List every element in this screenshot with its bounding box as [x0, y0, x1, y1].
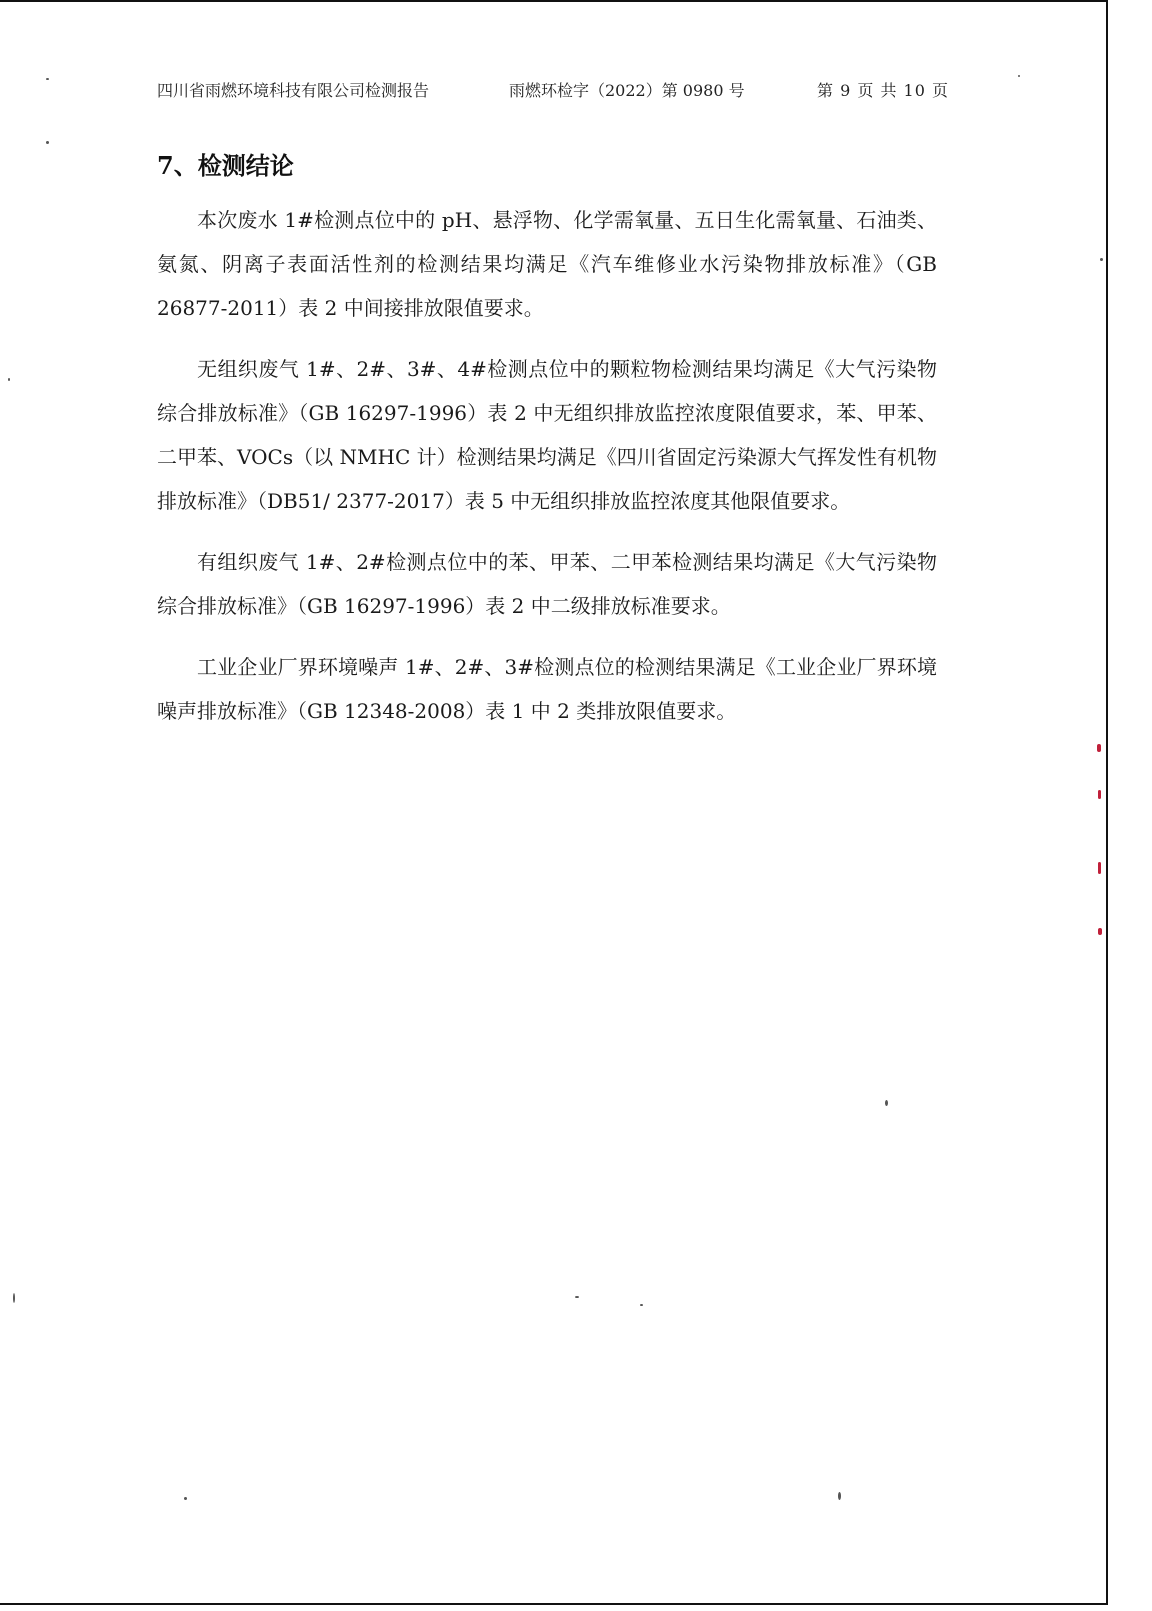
- header-company: 四川省雨燃环境科技有限公司检测报告: [157, 81, 430, 100]
- scan-speck: [885, 1100, 888, 1106]
- scan-speck: [838, 1492, 841, 1500]
- paragraph-organized-gas: 有组织废气 1#、2#检测点位中的苯、甲苯、二甲苯检测结果均满足《大气污染物综合排放标准》（GB 16297-1996）表 2 中二级排放标准要求。: [157, 550, 937, 618]
- stamp-edge-mark: [1098, 862, 1101, 874]
- stamp-edge-mark: [1098, 928, 1102, 935]
- header-report-number: 雨燃环检字（2022）第 0980 号: [509, 81, 745, 100]
- scan-speck: [46, 141, 49, 144]
- paragraph-noise: 工业企业厂界环境噪声 1#、2#、3#检测点位的检测结果满足《工业企业厂界环境噪声排放标准》（GB 12348-2008）表 1 中 2 类排放限值要求。: [157, 655, 937, 723]
- scan-speck: [46, 78, 49, 80]
- scan-speck: [1100, 258, 1103, 261]
- scan-speck: [1018, 75, 1020, 77]
- conclusion-body: [157, 198, 937, 750]
- stamp-edge-mark: [1098, 790, 1101, 799]
- scan-speck: [13, 1293, 15, 1303]
- page-header: [157, 78, 957, 102]
- scan-speck: [575, 1296, 579, 1298]
- scan-speck: [184, 1497, 187, 1500]
- stamp-edge-mark: [1097, 744, 1101, 752]
- header-page-number: 第 9 页 共 10 页: [817, 81, 949, 100]
- section-title: 7、检测结论: [157, 151, 294, 180]
- paragraph-fugitive-gas: 无组织废气 1#、2#、3#、4#检测点位中的颗粒物检测结果均满足《大气污染物综合排放标准》（GB 16297-1996）表 2 中无组织排放监控浓度限值要求，苯、甲苯、二甲苯、VOCs（以 NMHC 计）检测结果均满足《四川省固定污染源大气挥发性有机物排放标准》（DB51/ 2377-2017）表 5 中无组织排放监控浓度其他限值要求。: [157, 357, 937, 513]
- scan-speck: [8, 378, 10, 381]
- paragraph-wastewater: 本次废水 1#检测点位中的 pH、悬浮物、化学需氧量、五日生化需氧量、石油类、氨氮、阴离子表面活性剂的检测结果均满足《汽车维修业水污染物排放标准》（GB 26877-2011）表 2 中间接排放限值要求。: [157, 208, 937, 320]
- scan-speck: [640, 1304, 643, 1306]
